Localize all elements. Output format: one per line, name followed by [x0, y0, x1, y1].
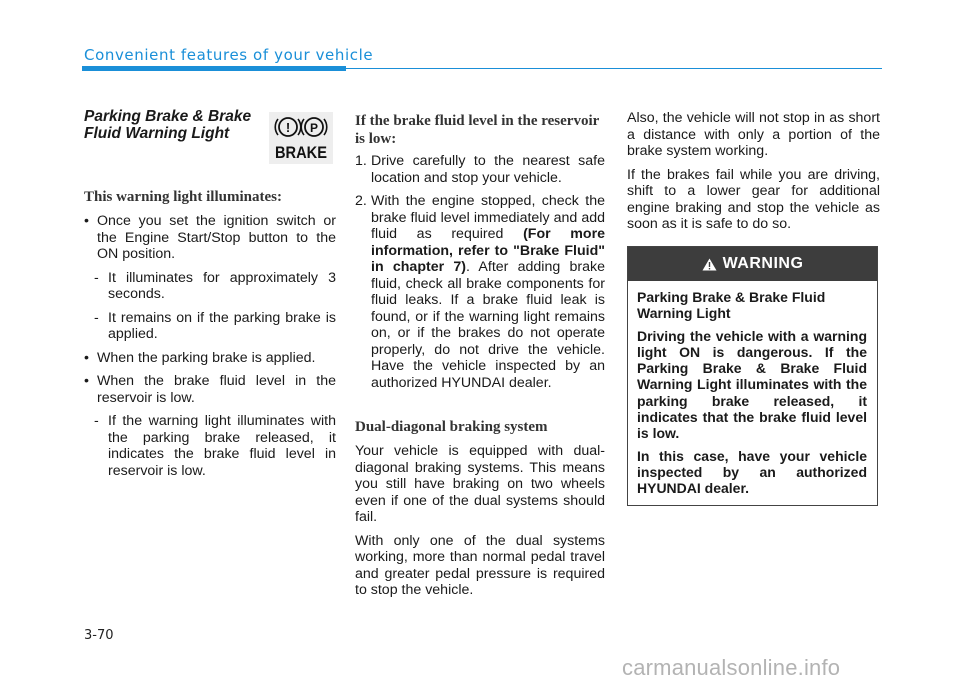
watermark: carmanualsonline.info [622, 655, 841, 680]
column-2 [355, 108, 605, 599]
list-item: - If the warning light illuminates with the parking brake released, it indicates the brake fluid level in reservoir is low. [94, 413, 336, 479]
warning-text-2: In this case, have your vehicle inspected by an authorized HYUNDAI dealer. [637, 447, 867, 497]
svg-text:!: ! [285, 120, 291, 135]
warning-text: Driving the vehicle with a warning light ON is dangerous. If the Parking Brake & Brake Fluid Warning Light illuminates with the parking brake released, it indicates that the brake fluid level is low. [637, 327, 867, 442]
brake-fail-paragraph: If the brakes fail while you are driving, shift to a lower gear for additional engine braking and stop the vehicle as soon as it is safe to do so. [627, 166, 880, 232]
warning-label: WARNING [722, 255, 804, 272]
list-item: - It remains on if the parking brake is applied. [94, 309, 336, 342]
dual-system-paragraph: Your vehicle is equipped with dual-diagonal braking systems. This means you still have braking on two wheels even if one of the dual systems should fail. [355, 443, 605, 525]
list-item: • When the brake fluid level in the reservoir is low. [84, 373, 336, 406]
header-rule-thick [82, 66, 346, 71]
list-item: - It illuminates for approximately 3 seconds. [94, 269, 336, 302]
warning-triangle-icon [702, 258, 717, 271]
header-rule-thin [346, 68, 882, 69]
list-item: • Once you set the ignition switch or the Engine Start/Stop button to the ON position. [84, 213, 336, 263]
brake-warning-icon [269, 112, 333, 164]
list-item: 1. Drive carefully to the nearest safe location and stop your vehicle. [355, 153, 605, 186]
warning-box [627, 246, 878, 506]
list-item: • When the parking brake is applied. [84, 350, 336, 367]
column-1 [84, 108, 336, 479]
list-item: 2. With the engine stopped, check the brake fluid level immediately and add fluid as required (For more information, refer to "Brake Fluid" in chapter 7). After adding brake fluid, check all brake components for fluid leaks. If a brake fluid leak is found, or if the warning light remains on, or if the brakes do not operate properly, do not drive the vehicle. Have the vehicle inspected by an authorized HYUNDAI dealer. [355, 193, 605, 391]
fluid-low-heading: If the brake fluid level in the reservoir is low: [355, 113, 599, 147]
dual-diagonal-heading: Dual-diagonal braking system [355, 419, 548, 435]
warning-header [628, 247, 877, 281]
section-heading: Parking Brake & Brake Fluid Warning Light [84, 108, 252, 142]
warning-title: Parking Brake & Brake Fluid Warning Light [637, 289, 826, 322]
section-title: Convenient features of your vehicle [84, 46, 374, 64]
svg-text:P: P [309, 121, 319, 135]
column-3 [627, 108, 880, 233]
brake-icon-label: BRAKE [275, 143, 327, 162]
page-number: 3-70 [84, 628, 114, 643]
dual-system-paragraph-2: With only one of the dual systems working, more than normal pedal travel and greater pedal pressure is required to stop the vehicle. [355, 532, 605, 598]
illuminates-subheading: This warning light illuminates: [84, 189, 282, 205]
stopping-paragraph: Also, the vehicle will not stop in as short a distance with only a portion of the brake system working. [627, 110, 880, 159]
